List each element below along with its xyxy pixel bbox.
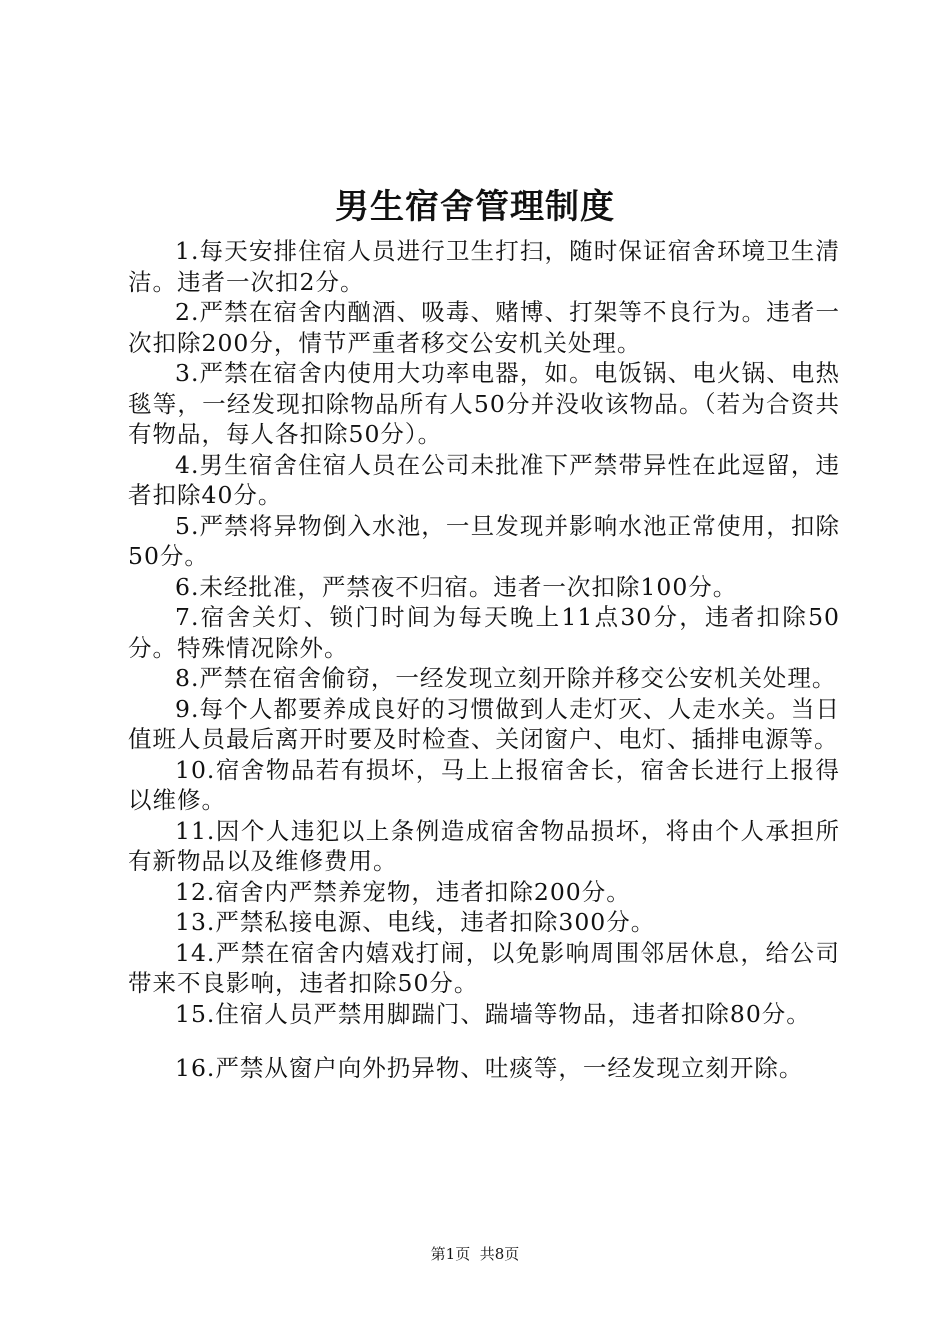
rule-3: 3.严禁在宿舍内使用大功率电器，如。电饭锅、电火锅、电热毯等，一经发现扣除物品所有人50分并没收该物品。（若为合资共有物品，每人各扣除50分）。 bbox=[128, 359, 840, 448]
rule-14: 14.严禁在宿舍内嬉戏打闹，以免影响周围邻居休息，给公司带来不良影响，违者扣除50分。 bbox=[128, 938, 840, 997]
rule-1: 1.每天安排住宿人员进行卫生打扫，随时保证宿舍环境卫生清洁。违者一次扣2分。 bbox=[128, 237, 840, 296]
rule-7: 7.宿舍关灯、锁门时间为每天晚上11点30分，违者扣除50分。特殊情况除外。 bbox=[128, 603, 840, 662]
rule-9: 9.每个人都要养成良好的习惯做到人走灯灭、人走水关。当日值班人员最后离开时要及时检查、关闭窗户、电灯、插排电源等。 bbox=[128, 694, 840, 753]
rule-11: 11.因个人违犯以上条例造成宿舍物品损坏，将由个人承担所有新物品以及维修费用。 bbox=[128, 816, 840, 875]
rules-body bbox=[128, 236, 840, 1084]
rule-8: 8.严禁在宿舍偷窃，一经发现立刻开除并移交公安机关处理。 bbox=[175, 664, 837, 692]
rule-13: 13.严禁私接电源、电线，违者扣除300分。 bbox=[175, 908, 656, 936]
page-title: 男生宿舍管理制度 bbox=[335, 187, 615, 227]
rule-4: 4.男生宿舍住宿人员在公司未批准下严禁带异性在此逗留，违者扣除40分。 bbox=[128, 450, 840, 509]
rule-2: 2.严禁在宿舍内酗酒、吸毒、赌博、打架等不良行为。违者一次扣除200分，情节严重者移交公安机关处理。 bbox=[128, 298, 840, 357]
rule-6: 6.未经批准，严禁夜不归宿。违者一次扣除100分。 bbox=[175, 572, 738, 601]
page-number: 第1页 bbox=[430, 1245, 471, 1263]
rule-5: 5.严禁将异物倒入水池，一旦发现并影响水池正常使用，扣除50分。 bbox=[128, 511, 840, 570]
rule-10: 10.宿舍物品若有损坏，马上上报宿舍长，宿舍长进行上报得以维修。 bbox=[128, 755, 840, 814]
page-total: 共8页 bbox=[479, 1245, 520, 1263]
rule-16: 16.严禁从窗户向外扔异物、吐痰等，一经发现立刻开除。 bbox=[175, 1054, 804, 1082]
rule-15: 15.住宿人员严禁用脚踹门、踹墙等物品，违者扣除80分。 bbox=[175, 999, 811, 1028]
page-footer bbox=[0, 1244, 950, 1264]
rule-12: 12.宿舍内严禁养宠物，违者扣除200分。 bbox=[175, 877, 631, 906]
